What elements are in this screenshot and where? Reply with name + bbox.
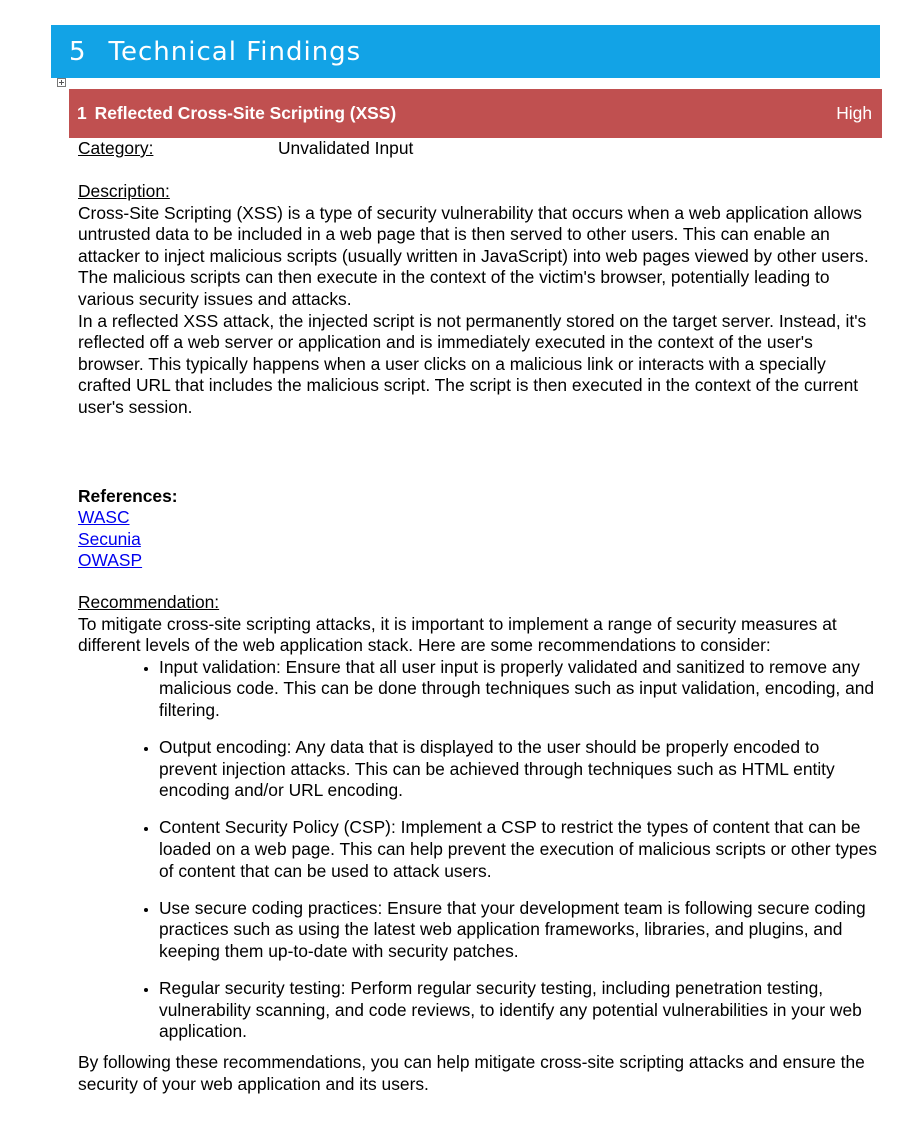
list-item: • Content Security Policy (CSP): Implement a CSP to restrict the types of content that can be loaded on a web page. This can help prevent the execution of malicious scripts or other types of content that can be used to attack users. bbox=[159, 817, 878, 882]
finding-title: Reflected Cross-Site Scripting (XSS) bbox=[94, 103, 397, 123]
finding-body bbox=[78, 138, 878, 1095]
recommendation-conclusion: By following these recommendations, you can help mitigate cross-site scripting attacks and ensure the security of your web application and its users. bbox=[78, 1052, 865, 1094]
reference-link-owasp[interactable]: OWASP bbox=[78, 550, 143, 571]
list-item: • Use secure coding practices: Ensure that your development team is following secure coding practices such as using the latest web application frameworks, libraries, and plugins, and keeping them up-to-date with security patches. bbox=[159, 898, 878, 963]
list-item: • Output encoding: Any data that is displayed to the user should be properly encoded to prevent injection attacks. This can be achieved through techniques such as HTML entity encoding and/or URL encoding. bbox=[159, 737, 878, 802]
finding-title-group bbox=[77, 103, 396, 124]
category-label: Category: bbox=[78, 138, 154, 158]
description-paragraph-1: Cross-Site Scripting (XSS) is a type of security vulnerability that occurs when a web application allows untrusted data to be included in a web page that is then served to other users. This can enable an attacker to inject malicious scripts (usually written in JavaScript) into web pages viewed by other users. The malicious scripts can then execute in the context of the victim's browser, potentially leading to various security issues and attacks. bbox=[78, 202, 869, 310]
list-item: • Input validation: Ensure that all user input is properly validated and sanitized to remove any malicious code. This can be done through techniques such as input validation, encoding, and filtering. bbox=[159, 657, 878, 722]
finding-header bbox=[69, 89, 882, 138]
reference-link-secunia[interactable]: Secunia bbox=[78, 528, 141, 549]
finding-number: 1 bbox=[77, 103, 87, 123]
references-label: References: bbox=[78, 485, 178, 506]
severity-badge: High bbox=[836, 103, 872, 123]
table-move-handle-icon[interactable] bbox=[57, 78, 66, 87]
recommendation-label: Recommendation: bbox=[78, 592, 220, 612]
recommendation-intro: To mitigate cross-site scripting attacks, it is important to implement a range of security measures at different levels of the web application stack. Here are some recommendations to consider: bbox=[78, 613, 837, 656]
description-paragraph-2: In a reflected XSS attack, the injected script is not permanently stored on the target server. Instead, it's reflected off a web server or application and is immediately executed in the context of the user's browser. This typically happens when a user clicks on a malicious link or interacts with a specially crafted URL that includes the malicious script. The script is then executed in the context of the current user's session. bbox=[78, 310, 867, 418]
description-label: Description: bbox=[78, 181, 170, 202]
section-header bbox=[51, 25, 880, 78]
category-value: Unvalidated Input bbox=[278, 138, 414, 158]
section-title: Technical Findings bbox=[108, 36, 362, 67]
category-row bbox=[78, 138, 878, 160]
list-item: • Regular security testing: Perform regular security testing, including penetration testing, vulnerability scanning, and code reviews, to identify any potential vulnerabilities in your web application. bbox=[159, 978, 878, 1043]
section-number: 5 bbox=[69, 36, 87, 67]
recommendation-list bbox=[78, 657, 878, 1043]
reference-link-wasc[interactable]: WASC bbox=[78, 507, 130, 528]
